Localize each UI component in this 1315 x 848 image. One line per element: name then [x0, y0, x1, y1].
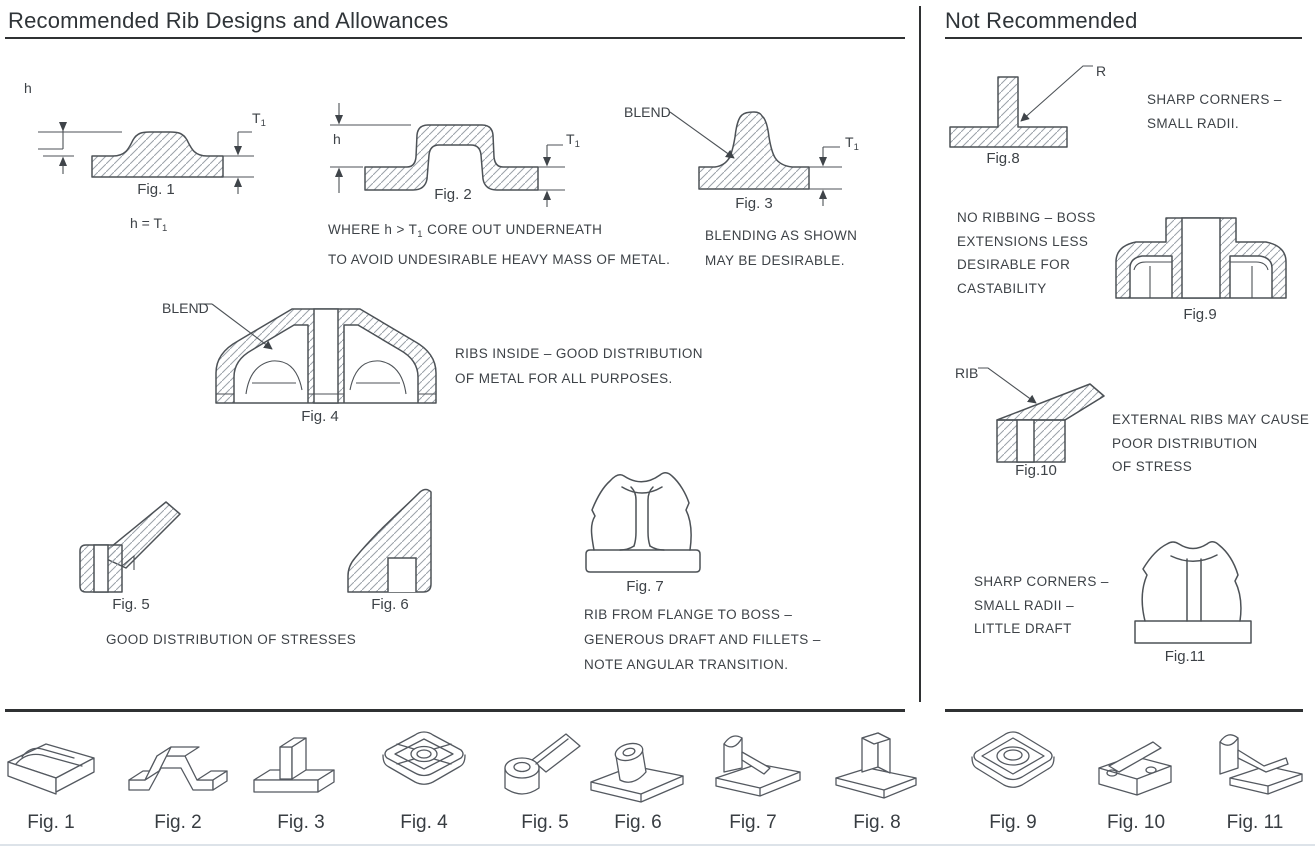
fig3-note-line1: BLENDING AS SHOWN	[705, 228, 858, 243]
fig9-drawing	[1110, 212, 1295, 304]
column-divider	[919, 6, 921, 702]
fig10-note-line1: EXTERNAL RIBS MAY CAUSE	[1112, 412, 1310, 427]
gallery-caption: Fig. 11	[1226, 812, 1284, 833]
gallery-item-1	[0, 722, 113, 834]
fig7-note-line2: GENEROUS DRAFT AND FILLETS –	[584, 632, 821, 647]
fig3-caption: Fig. 3	[735, 195, 773, 212]
section-title-recommended: Recommended Rib Designs and Allowances	[8, 8, 449, 33]
fig2-dim-h: h	[333, 131, 341, 147]
fig11-caption: Fig.11	[1164, 648, 1206, 665]
fig7-drawing	[578, 458, 718, 580]
fig6-caption: Fig. 6	[371, 596, 409, 613]
fig8-note	[1147, 88, 1282, 135]
gallery-caption: Fig. 6	[614, 812, 662, 833]
fig10-thumbnail	[1081, 722, 1191, 810]
fig2-dim-t1: $T_1$	[566, 131, 580, 150]
fig2-note-line2: TO AVOID UNDESIRABLE HEAVY MASS OF METAL.	[328, 252, 671, 267]
gallery-item-4	[362, 722, 486, 834]
fig9-thumbnail	[958, 722, 1068, 810]
fig1-section	[92, 132, 223, 177]
gallery-item-2	[116, 722, 240, 834]
fig3-blend-label: BLEND	[624, 104, 671, 120]
fig7-caption: Fig. 7	[626, 578, 664, 595]
fig3-note-line2: MAY BE DESIRABLE.	[705, 253, 845, 268]
fig8-r-label: R	[1096, 63, 1107, 79]
fig4-note-line1: RIBS INSIDE – GOOD DISTRIBUTION	[455, 346, 703, 361]
gallery-caption: Fig. 1	[27, 812, 75, 833]
fig9-note-line2: EXTENSIONS LESS	[957, 233, 1089, 249]
fig3-dim-t1: $T_1$	[845, 134, 859, 153]
fig4-thumbnail	[369, 722, 479, 810]
fig10-note	[1112, 408, 1309, 479]
fig4-section	[216, 309, 436, 403]
fig2-section	[365, 125, 538, 190]
fig6-drawing	[338, 478, 434, 598]
fig1-dim-h: h	[24, 80, 32, 96]
fig2-note-line1: WHERE $h > T_1$ CORE OUT UNDERNEATH	[328, 222, 603, 240]
fig4-note-line2: OF METAL FOR ALL PURPOSES.	[455, 371, 673, 386]
stress-note: GOOD DISTRIBUTION OF STRESSES	[106, 632, 357, 647]
fig11-note-line3: LITTLE DRAFT	[974, 621, 1072, 636]
fig10-caption: Fig.10	[1015, 462, 1057, 479]
fig10-leader	[978, 368, 1036, 403]
fig11-outline	[1135, 542, 1251, 643]
gallery-item-9	[951, 722, 1075, 834]
fig7-note-line3: NOTE ANGULAR TRANSITION.	[584, 657, 789, 672]
gallery-item-8	[815, 722, 939, 834]
fig7-note-line1: RIB FROM FLANGE TO BOSS –	[584, 607, 793, 622]
gallery-caption: Fig. 10	[1106, 812, 1166, 833]
fig8-caption: Fig.8	[986, 150, 1020, 167]
fig10-rib-label: RIB	[955, 365, 979, 381]
fig7-outline	[586, 473, 700, 572]
recommended-title-rule	[5, 37, 905, 39]
gallery-caption: Fig. 2	[154, 812, 202, 833]
fig8-leader	[1021, 66, 1093, 121]
fig1-caption: Fig. 1	[137, 181, 175, 198]
fig5-drawing	[68, 478, 198, 598]
fig1-formula: $h = T_1$	[130, 215, 168, 234]
gallery-caption: Fig. 5	[521, 812, 569, 833]
fig8-note-line1: SHARP CORNERS –	[1147, 92, 1282, 107]
fig7-thumbnail	[698, 722, 808, 810]
fig11-note-line1: SHARP CORNERS –	[974, 574, 1109, 589]
fig6-section	[348, 490, 431, 593]
fig2-caption: Fig. 2	[434, 186, 472, 203]
fig8-thumbnail	[822, 722, 932, 810]
fig9-section	[1116, 218, 1286, 298]
right-bottom-rule	[945, 709, 1303, 712]
fig4-caption: Fig. 4	[301, 408, 339, 425]
fig11-note-line2: SMALL RADII –	[974, 597, 1074, 613]
gallery-item-3	[239, 722, 363, 834]
fig4-blend-label: BLEND	[162, 300, 209, 316]
section-title-not-recommended: Not Recommended	[945, 8, 1138, 33]
fig3-thumbnail	[246, 722, 356, 810]
fig8-note-line2: SMALL RADII.	[1147, 115, 1240, 131]
gallery-item-6	[576, 722, 700, 834]
fig1-drawing	[18, 60, 308, 200]
gallery-caption: Fig. 3	[277, 812, 325, 833]
fig9-note-line1: NO RIBBING – BOSS	[957, 210, 1096, 225]
fig1-thumbnail	[0, 722, 106, 810]
gallery-item-10	[1074, 722, 1198, 834]
fig5-caption: Fig. 5	[112, 596, 150, 613]
fig10-note-line3: OF STRESS	[1112, 459, 1193, 474]
fig11-drawing	[1125, 525, 1265, 650]
gallery-caption: Fig. 9	[989, 812, 1037, 833]
fig11-thumbnail	[1200, 722, 1310, 810]
fig9-note	[957, 206, 1096, 300]
fig5-section	[80, 502, 180, 592]
fig3-section	[699, 112, 809, 189]
fig9-note-line4: CASTABILITY	[957, 280, 1047, 296]
fig3-leader	[670, 112, 734, 158]
not-recommended-title-rule	[945, 37, 1302, 39]
page-bottom-rule	[0, 844, 1315, 846]
fig8-section	[950, 77, 1067, 147]
fig2-thumbnail	[123, 722, 233, 810]
gallery-item-7	[691, 722, 815, 834]
fig2-note	[328, 217, 670, 272]
fig9-note-line3: DESIRABLE FOR	[957, 257, 1071, 272]
fig3-note	[705, 223, 857, 273]
fig1-dim-t1: $T_1$	[252, 110, 266, 129]
gallery-caption: Fig. 8	[853, 812, 901, 833]
fig4-note	[455, 341, 703, 391]
fig7-note	[584, 602, 821, 677]
fig9-caption: Fig.9	[1183, 306, 1217, 323]
fig10-section	[997, 384, 1104, 462]
fig11-note	[974, 570, 1109, 641]
left-bottom-rule	[5, 709, 905, 712]
gallery-caption: Fig. 7	[729, 812, 777, 833]
fig10-note-line2: POOR DISTRIBUTION	[1112, 435, 1258, 451]
gallery-item-11	[1193, 722, 1315, 834]
gallery-caption: Fig. 4	[400, 812, 448, 833]
fig6-thumbnail	[583, 722, 693, 810]
